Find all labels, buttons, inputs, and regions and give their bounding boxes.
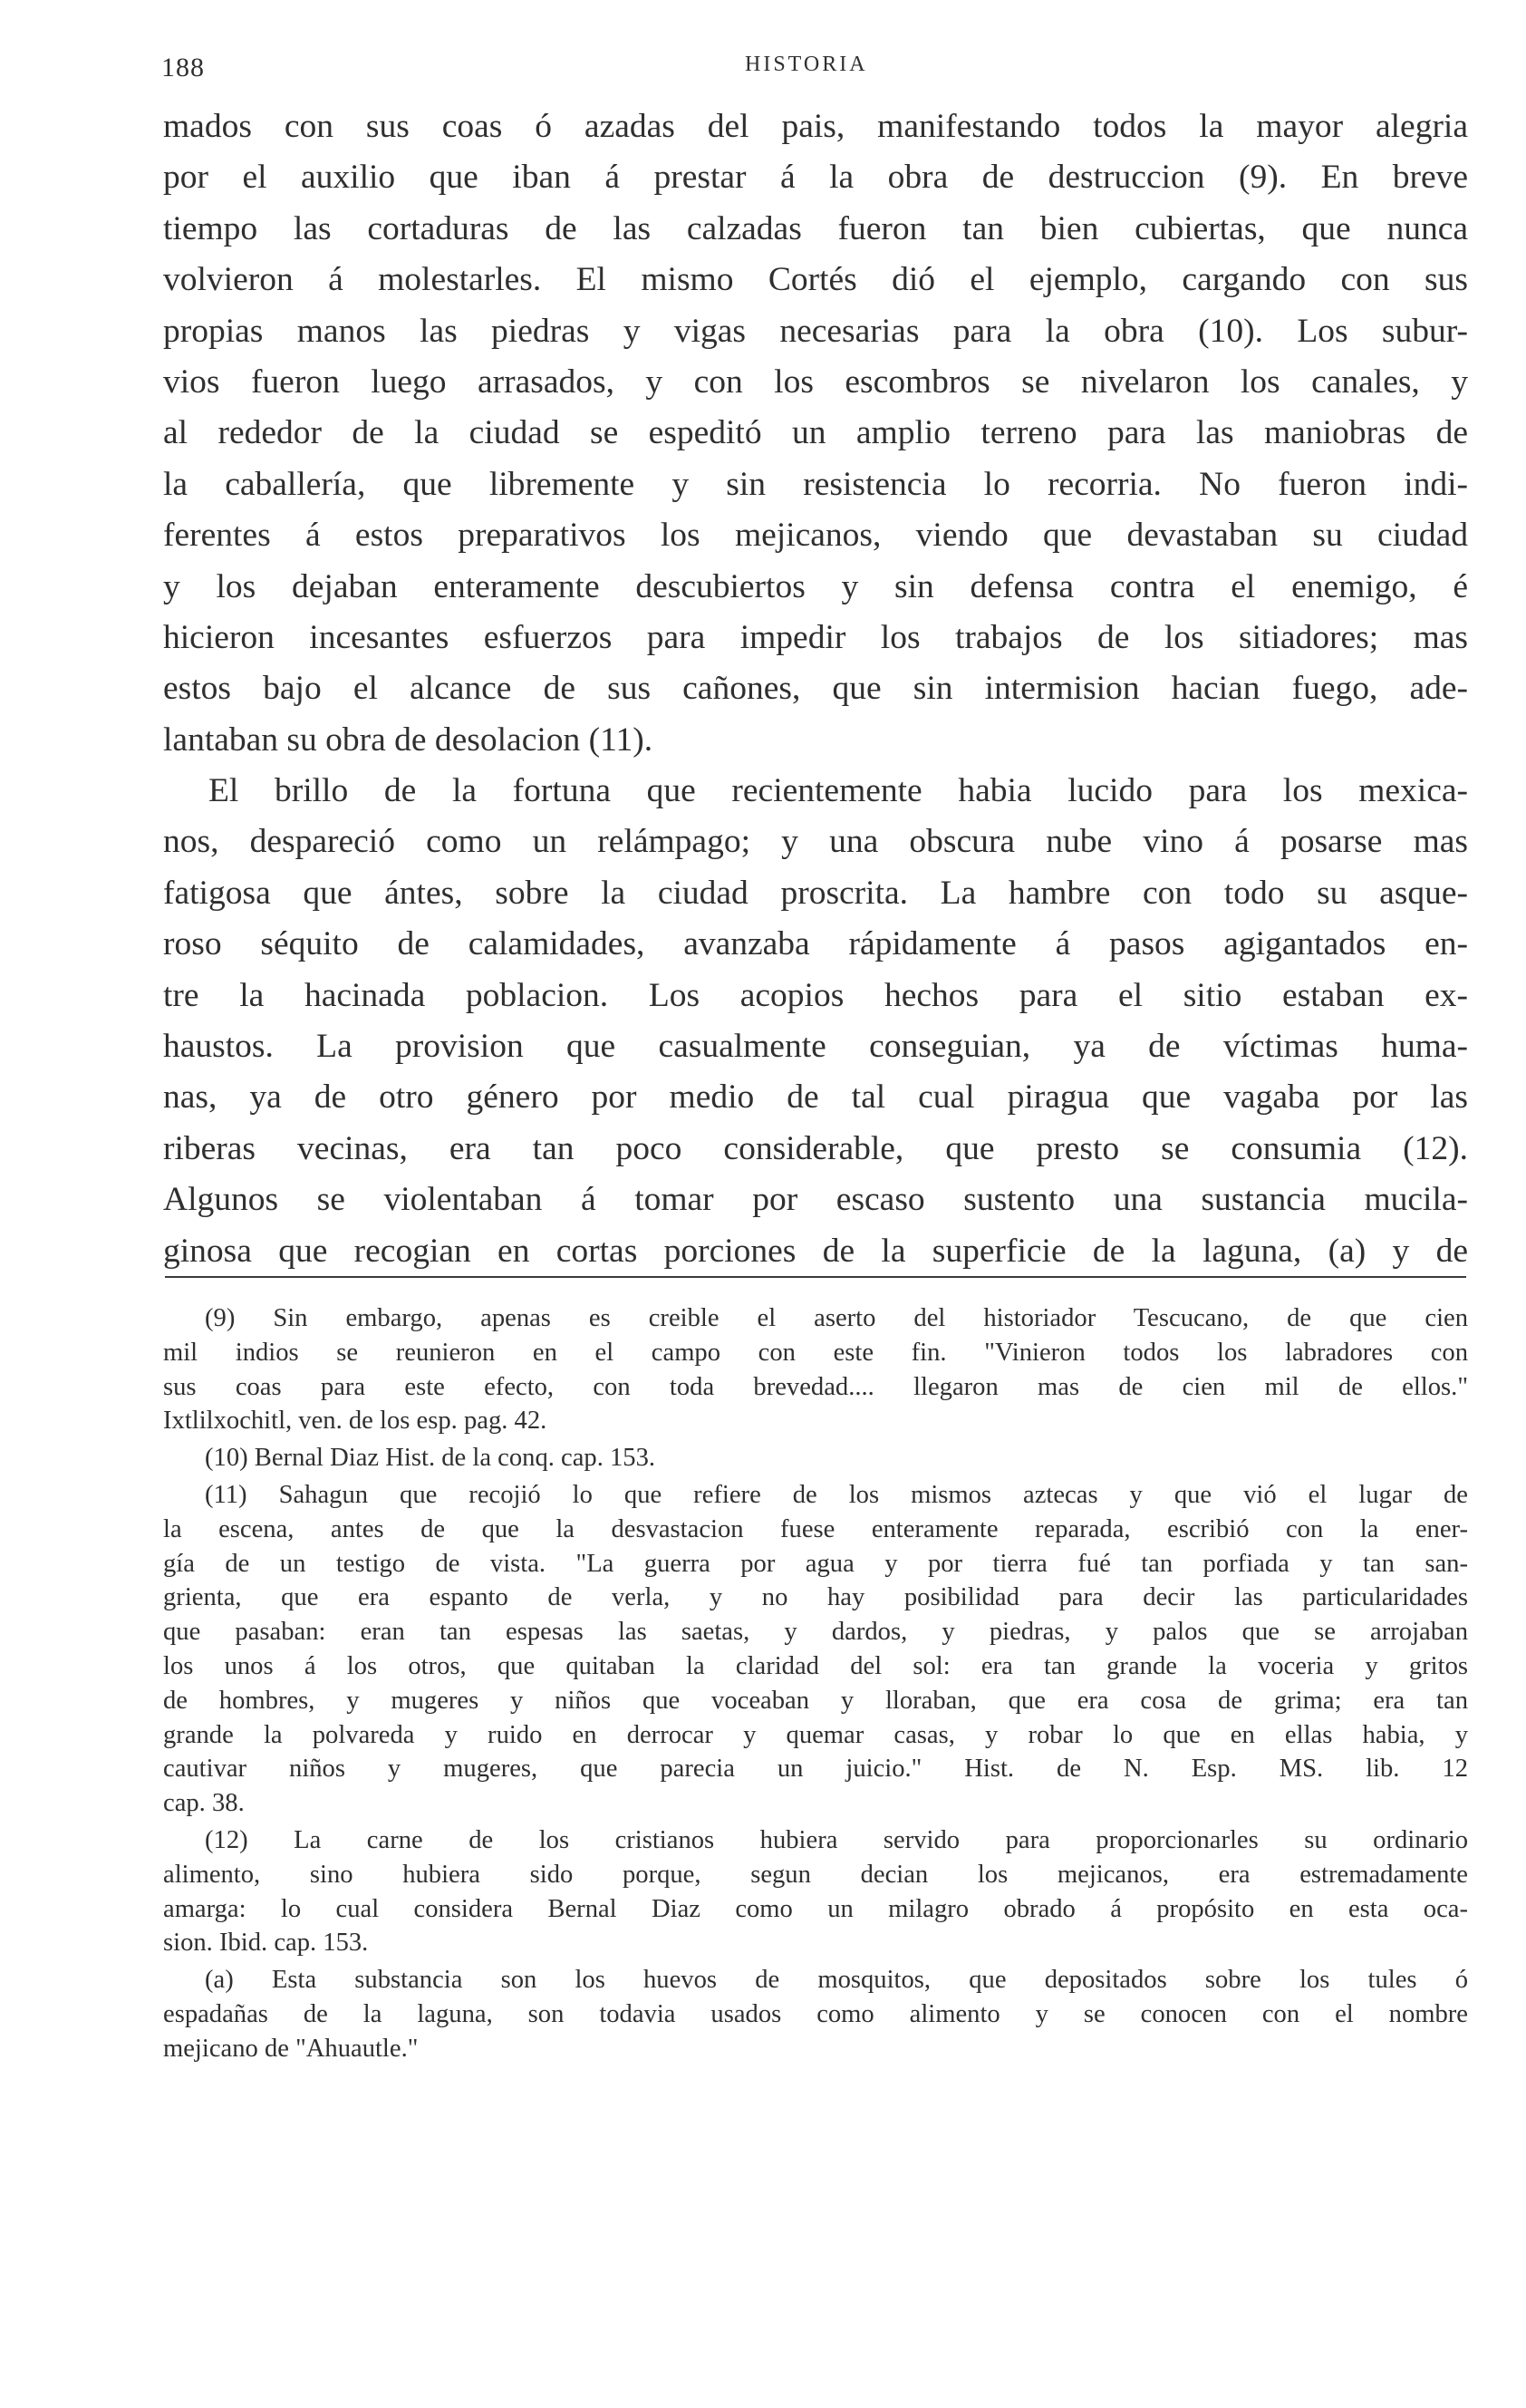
footnote-line: Ixtlilxochitl, ven. de los esp. pag. 42. xyxy=(163,1407,547,1436)
page-number: 188 xyxy=(161,53,205,82)
paragraph-1 xyxy=(163,102,1468,766)
text-line: roso séquito de calamidades, avanzaba rápidamente á pasos agigantados en- xyxy=(163,925,1468,963)
text-line: tiempo las cortaduras de las calzadas fueron tan bien cubiertas, que nunca xyxy=(163,209,1468,247)
footnote-line: de hombres, y mugeres y niños que voceaban y lloraban, que era cosa de grima; era tan xyxy=(163,1686,1468,1715)
running-title: HISTORIA xyxy=(745,53,868,76)
footnote-line: cautivar niños y mugeres, que parecia un juicio." Hist. de N. Esp. MS. lib. 12 xyxy=(163,1755,1468,1784)
footnote-line: (a) Esta substancia son los huevos de mosquitos, que depositados sobre los tules ó xyxy=(205,1966,1468,1995)
paragraph-2 xyxy=(163,766,1468,1277)
text-line: nos, despareció como un relámpago; y una obscura nube vino á posarse mas xyxy=(163,823,1468,861)
footnote-line: sus coas para este efecto, con toda brevedad.... llegaron mas de cien mil de ellos." xyxy=(163,1372,1468,1401)
footnote-line: grienta, que era espanto de verla, y no hay posibilidad para decir las particularidades xyxy=(163,1583,1468,1612)
footnote-line: cap. 38. xyxy=(163,1789,245,1818)
footnote-line: alimento, sino hubiera sido porque, segun decian los mejicanos, era estremadamente xyxy=(163,1860,1468,1889)
footnote-divider xyxy=(165,1276,1466,1278)
text-line: lantaban su obra de desolacion (11). xyxy=(163,720,653,759)
footnote-9 xyxy=(163,1301,1468,1438)
text-line: tre la hacinada poblacion. Los acopios hechos para el sitio estaban ex- xyxy=(163,976,1468,1014)
footnote-line: que pasaban: eran tan espesas las saetas, y dardos, y piedras, y palos que se arrojaban xyxy=(163,1618,1468,1647)
text-line: volvieron á molestarles. El mismo Cortés dió el ejemplo, cargando con sus xyxy=(163,261,1468,299)
footnotes xyxy=(163,1301,1468,2066)
footnote-11 xyxy=(163,1478,1468,1821)
footnote-line: (11) Sahagun que recojió lo que refiere de los mismos aztecas y que vió el lugar de xyxy=(205,1480,1468,1509)
footnote-line: la escena, antes de que la desvastacion fuese enteramente reparada, escribió con la ener- xyxy=(163,1514,1468,1543)
main-text xyxy=(163,102,1468,1277)
text-line: ferentes á estos preparativos los mejicanos, viendo que devastaban su ciudad xyxy=(163,517,1468,555)
footnote-line: amarga: lo cual considera Bernal Diaz como un milagro obrado á propósito en esta oca- xyxy=(163,1894,1468,1923)
footnote-10 xyxy=(163,1441,1468,1475)
text-line: y los dejaban enteramente descubiertos y sin defensa contra el enemigo, é xyxy=(163,567,1468,605)
footnote-line: sion. Ibid. cap. 153. xyxy=(163,1929,369,1958)
footnote-line: mejicano de "Ahuautle." xyxy=(163,2034,419,2063)
text-line: propias manos las piedras y vigas necesarias para la obra (10). Los subur- xyxy=(163,312,1468,350)
text-line: nas, ya de otro género por medio de tal cual piragua que vagaba por las xyxy=(163,1078,1468,1117)
footnote-line: los unos á los otros, que quitaban la claridad del sol: era tan grande la voceria y gritos xyxy=(163,1651,1468,1680)
text-line: vios fueron luego arrasados, y con los escombros se nivelaron los canales, y xyxy=(163,363,1468,401)
running-head xyxy=(161,53,1466,89)
footnote-line: (12) La carne de los cristianos hubiera servido para proporcionarles su ordinario xyxy=(205,1825,1468,1854)
text-line: riberas vecinas, era tan poco considerable, que presto se consumia (12). xyxy=(163,1129,1468,1167)
text-line: la caballería, que libremente y sin resistencia lo recorria. No fueron indi- xyxy=(163,465,1468,503)
text-line: mados con sus coas ó azadas del pais, manifestando todos la mayor alegria xyxy=(163,108,1468,145)
footnote-line: gía de un testigo de vista. "La guerra por agua y por tierra fué tan porfiada y tan san- xyxy=(163,1549,1468,1578)
text-line: estos bajo el alcance de sus cañones, que sin intermision hacian fuego, ade- xyxy=(163,670,1468,708)
footnote-line: (9) Sin embargo, apenas es creible el aserto del historiador Tescucano, de que cien xyxy=(205,1304,1468,1332)
text-line: El brillo de la fortuna que recientemente habia lucido para los mexica- xyxy=(208,772,1468,810)
footnote-line: grande la polvareda y ruido en derrocar y quemar casas, y robar lo que en ellas habia, y xyxy=(163,1720,1468,1749)
footnote-line: mil indios se reunieron en el campo con este fin. "Vinieron todos los labradores con xyxy=(163,1338,1468,1367)
footnote-line: espadañas de la laguna, son todavia usados como alimento y se conocen con el nombre xyxy=(163,1999,1468,2028)
footnote-a xyxy=(163,1963,1468,2065)
text-line: ginosa que recogian en cortas porciones de la superficie de la laguna, (a) y de xyxy=(163,1232,1468,1270)
footnote-12 xyxy=(163,1823,1468,1960)
text-line: al rededor de la ciudad se espeditó un amplio terreno para las maniobras de xyxy=(163,414,1468,452)
text-line: hicieron incesantes esfuerzos para impedir los trabajos de los sitiadores; mas xyxy=(163,618,1468,656)
text-line: por el auxilio que iban á prestar á la obra de destruccion (9). En breve xyxy=(163,159,1468,197)
footnote-line: (10) Bernal Diaz Hist. de la conq. cap. 153. xyxy=(205,1444,656,1473)
text-line: haustos. La provision que casualmente conseguian, ya de víctimas huma- xyxy=(163,1028,1468,1066)
text-line: Algunos se violentaban á tomar por escaso sustento una sustancia mucila- xyxy=(163,1181,1468,1219)
text-line: fatigosa que ántes, sobre la ciudad proscrita. La hambre con todo su asque- xyxy=(163,874,1468,912)
